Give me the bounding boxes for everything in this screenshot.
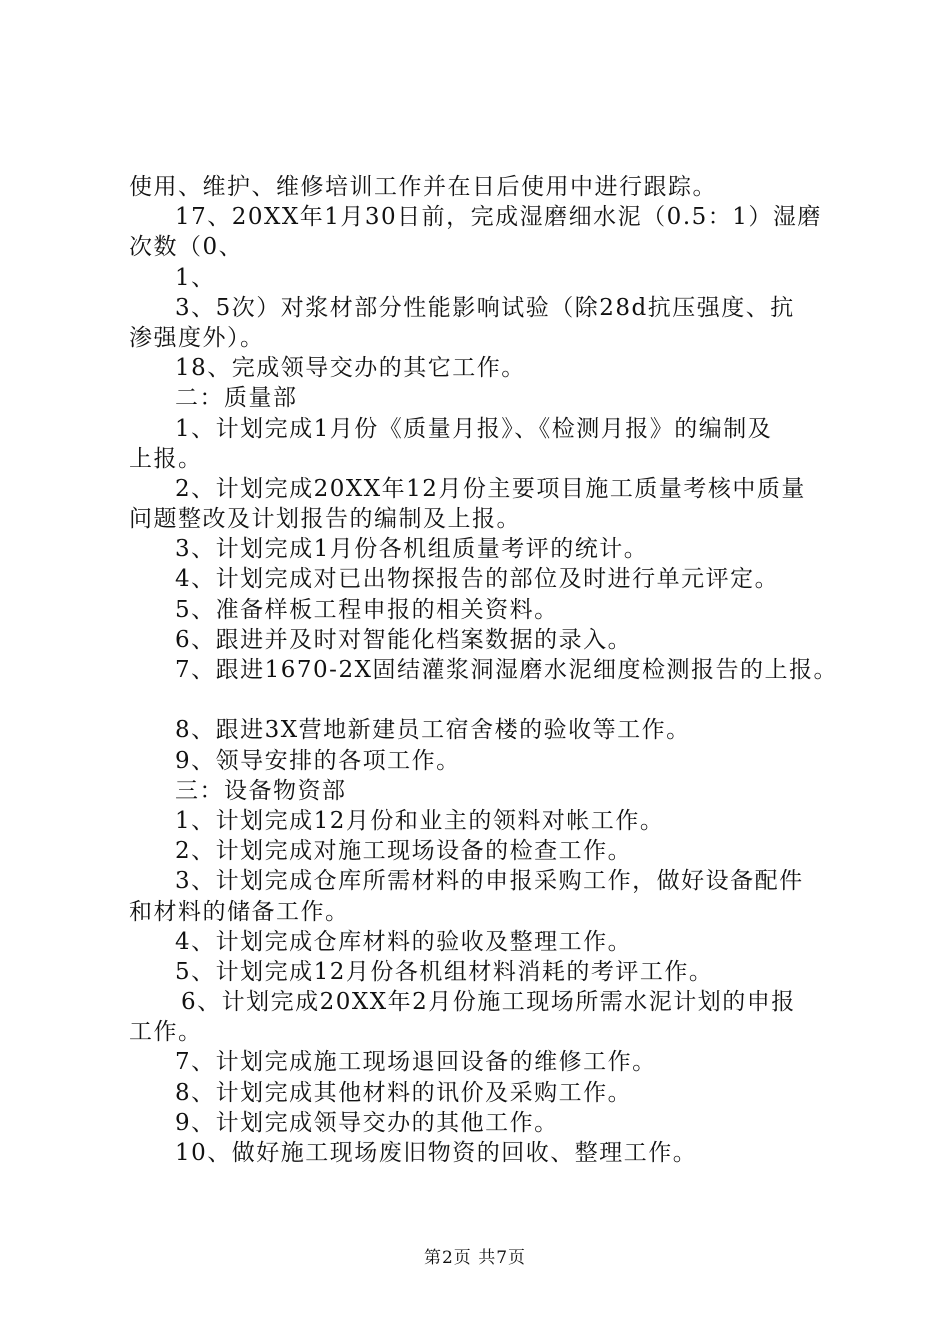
text-line: 6、计划完成20XX年2月份施工现场所需水泥计划的申报 [181, 989, 796, 1016]
text-line: 9、计划完成领导交办的其他工作。 [175, 1109, 559, 1136]
text-line: 问题整改及计划报告的编制及上报。 [129, 506, 521, 533]
text-line: 次数（0、 [129, 234, 244, 261]
text-line: 8、计划完成其他材料的讯价及采购工作。 [175, 1079, 633, 1106]
text-line: 和材料的储备工作。 [129, 898, 350, 925]
text-line: 3、5次）对浆材部分性能影响试验（除28d抗压强度、抗 [175, 294, 795, 321]
text-line: 1、计划完成1月份《质量月报》、《检测月报》的编制及 [175, 415, 773, 442]
text-line: 2、计划完成20XX年12月份主要项目施工质量考核中质量 [175, 475, 806, 502]
section-heading-quality: 二：质量部 [175, 385, 298, 412]
text-line: 上报。 [129, 445, 203, 472]
text-line: 7、计划完成施工现场退回设备的维修工作。 [175, 1049, 657, 1076]
text-line: 2、计划完成对施工现场设备的检查工作。 [175, 838, 633, 865]
page-number-footer: 第2页 共7页 [423, 1248, 527, 1268]
text-line: 4、计划完成对已出物探报告的部位及时进行单元评定。 [175, 566, 780, 593]
document-body [129, 172, 849, 1168]
text-line: 10、做好施工现场废旧物资的回收、整理工作。 [175, 1140, 698, 1166]
text-line: 9、领导安排的各项工作。 [175, 747, 461, 774]
text-line: 3、计划完成1月份各机组质量考评的统计。 [175, 536, 649, 563]
text-line: 7、跟进1670-2X固结灌浆洞湿磨水泥细度检测报告的上报。 [175, 657, 838, 683]
text-line: 1、计划完成12月份和业主的领料对帐工作。 [175, 807, 665, 834]
section-heading-equipment: 三：设备物资部 [175, 777, 347, 804]
text-line: 3、计划完成仓库所需材料的申报采购工作，做好设备配件 [175, 868, 804, 895]
text-line: 6、跟进并及时对智能化档案数据的录入。 [175, 626, 633, 653]
text-line: 5、准备样板工程申报的相关资料。 [175, 596, 559, 623]
text-line: 17、20XX年1月30日前，完成湿磨细水泥（0.5：1）湿磨 [175, 204, 822, 231]
blank-line [129, 685, 849, 715]
text-line: 工作。 [129, 1019, 203, 1046]
text-line: 18、完成领导交办的其它工作。 [175, 355, 526, 382]
text-line: 渗强度外）。 [129, 324, 265, 351]
text-line: 使用、维护、维修培训工作并在日后使用中进行跟踪。 [129, 174, 717, 200]
text-line: 4、计划完成仓库材料的验收及整理工作。 [175, 928, 633, 955]
text-line: 1、 [175, 264, 216, 291]
text-line: 8、跟进3X营地新建员工宿舍楼的验收等工作。 [175, 717, 691, 744]
text-line: 5、计划完成12月份各机组材料消耗的考评工作。 [175, 958, 714, 985]
